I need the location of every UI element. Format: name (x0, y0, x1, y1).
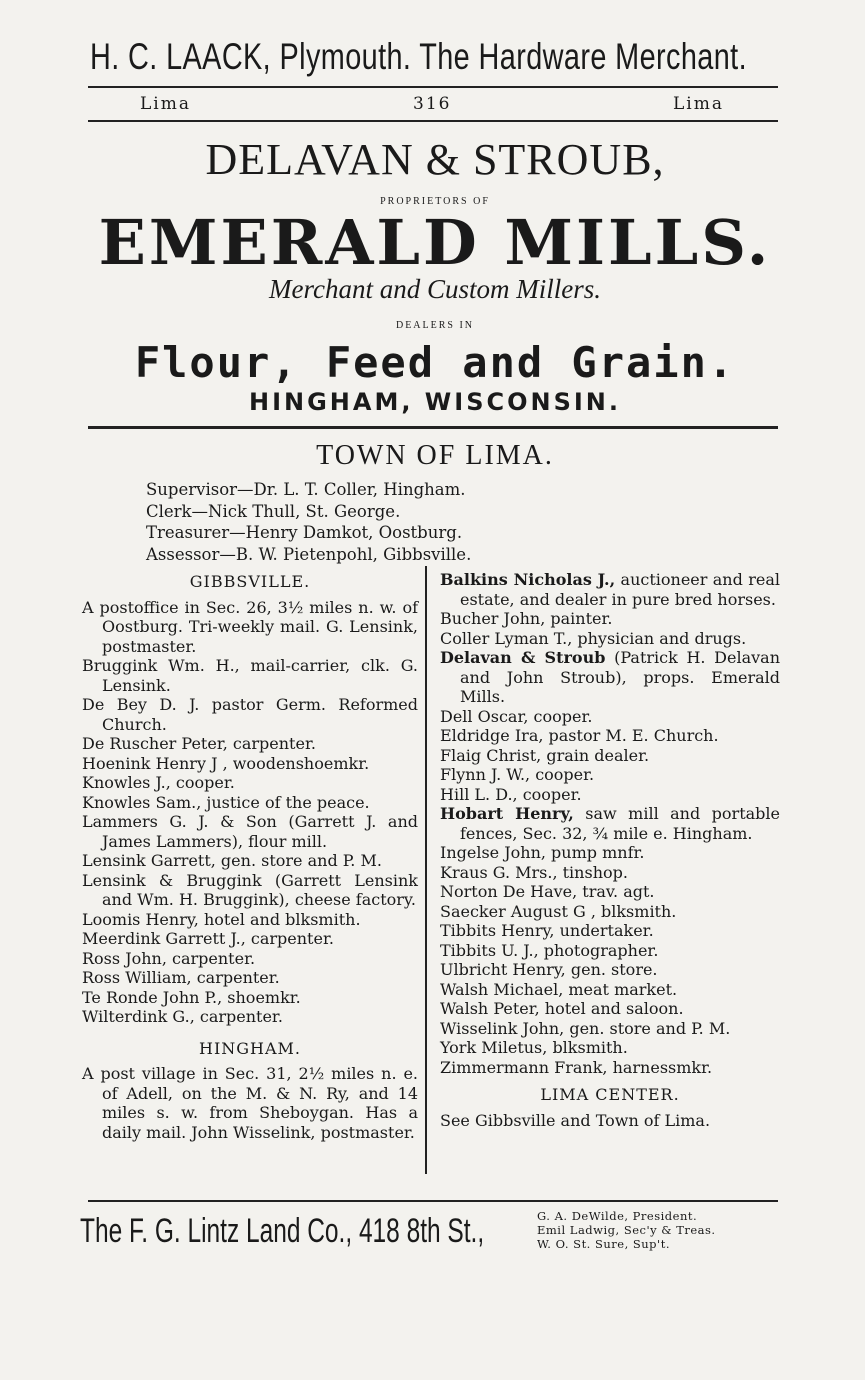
entry-name: Hobart Henry, (440, 804, 574, 823)
footer-officers (537, 1209, 716, 1251)
entry-name: Balkins Nicholas J., (440, 570, 616, 589)
list-item: Saecker August G , blksmith. (440, 901, 677, 921)
running-head-right: Lima (673, 94, 724, 114)
lima-center-text: See Gibbsville and Town of Lima. (440, 1110, 711, 1130)
list-item (440, 570, 780, 609)
ad-dealers-in: DEALERS IN (395, 320, 475, 331)
list-item: Norton De Have, trav. agt. (440, 882, 655, 901)
entry-detail: (Patrick H. Delavan and John Stroub), props. Emerald Mills. (460, 648, 781, 706)
list-item: Walsh Michael, meat market. (440, 979, 678, 999)
entry-name: Delavan & Stroub (440, 648, 606, 667)
list-item: Wilterdink G., carpenter. (82, 1007, 283, 1026)
ad-tagline: Merchant and Custom Millers. (269, 274, 601, 304)
list-item: Zimmermann Frank, harnessmkr. (440, 1057, 713, 1077)
list-item: Bucher John, painter. (440, 609, 613, 628)
footer-officer-line: Emil Ladwig, Sec'y & Treas. (537, 1223, 716, 1237)
top-rule (88, 86, 778, 88)
list-item: Tibbits Henry, undertaker. (440, 921, 654, 940)
official-clerk: Clerk—Nick Thull, St. George. (146, 501, 401, 521)
footer-officer-line: W. O. St. Sure, Sup't. (537, 1237, 670, 1251)
list-item: Lammers G. J. & Son (Garrett J. and James Lammers), flour mill. (82, 812, 418, 851)
list-item: Hoenink Henry J , woodenshoemkr. (82, 753, 370, 773)
list-item: Dell Oscar, cooper. (440, 706, 593, 726)
list-item: Knowles J., cooper. (82, 773, 235, 792)
gibbsville-intro: A postoffice in Sec. 26, 3½ miles n. w. of Oostburg. Tri-weekly mail. G. Lensink, postmaster. (82, 597, 418, 656)
footer-officer-line: G. A. DeWilde, President. (537, 1209, 698, 1223)
section-title: TOWN OF LIMA. (316, 440, 554, 471)
gibbsville-heading: GIBBSVILLE. (189, 572, 311, 591)
list-item: Coller Lyman T., physician and drugs. (440, 628, 747, 648)
list-item: Ulbricht Henry, gen. store. (440, 960, 658, 979)
lima-center-heading: LIMA CENTER. (540, 1085, 680, 1104)
list-item: Kraus G. Mrs., tinshop. (440, 862, 628, 882)
ad-products: Flour, Feed and Grain. (134, 338, 736, 387)
top-banner: H. C. LAACK, Plymouth. The Hardware Merchant. (90, 36, 748, 77)
column-divider (425, 566, 427, 1174)
footer-advertiser: The F. G. Lintz Land Co., 418 8th St., (80, 1212, 485, 1250)
page-number: 316 (413, 94, 452, 114)
list-item: Flynn J. W., cooper. (440, 765, 595, 784)
list-item: Eldridge Ira, pastor M. E. Church. (440, 726, 719, 745)
left-column (82, 570, 418, 1142)
entry-detail: auctioneer and real estate, and dealer in pure bred horses. (460, 570, 780, 609)
right-column (440, 570, 780, 1130)
list-item: Meerdink Garrett J., carpenter. (82, 929, 334, 948)
ad-mill-name: EMERALD MILLS. (98, 206, 772, 279)
list-item: Walsh Peter, hotel and saloon. (440, 999, 684, 1018)
list-item: Ross William, carpenter. (82, 968, 280, 987)
ad-proprietors-of: PROPRIETORS OF (380, 196, 490, 207)
list-item: Te Ronde John P., shoemkr. (82, 987, 301, 1007)
officials-list (146, 479, 471, 565)
list-item: Lensink & Bruggink (Garrett Lensink and Wm. H. Bruggink), cheese factory. (82, 870, 418, 909)
ad-location: HINGHAM, WISCONSIN. (248, 388, 622, 416)
ad-bottom-rule (88, 426, 778, 429)
list-item: Wisselink John, gen. store and P. M. (440, 1018, 731, 1038)
list-item: Bruggink Wm. H., mail-carrier, clk. G. Lensink. (82, 656, 418, 695)
list-item: De Bey D. J. pastor Germ. Reformed Church. (82, 695, 418, 734)
list-item: De Ruscher Peter, carpenter. (82, 734, 316, 753)
entry-detail: saw mill and portable fences, Sec. 32, ¾ mile e. Hingham. (460, 804, 781, 843)
official-treasurer: Treasurer—Henry Damkot, Oostburg. (146, 523, 463, 542)
list-item: Ingelse John, pump mnfr. (440, 843, 645, 862)
list-item: Knowles Sam., justice of the peace. (82, 792, 370, 812)
ad-firm-name: DELAVAN & STROUB, (205, 135, 665, 184)
running-head-left: Lima (140, 94, 191, 114)
list-item: Loomis Henry, hotel and blksmith. (82, 909, 361, 929)
hingham-intro: A post village in Sec. 31, 2½ miles n. e. of Adell, on the M. & N. Ry, and 14 miles s. w. from Sheboygan. Has a daily mail. John Wisselink, postmaster. (82, 1064, 418, 1142)
list-item: Tibbits U. J., photographer. (440, 940, 659, 960)
list-item: Ross John, carpenter. (82, 948, 256, 968)
list-item: Lensink Garrett, gen. store and P. M. (82, 851, 382, 870)
list-item (440, 648, 780, 707)
list-item: Flaig Christ, grain dealer. (440, 745, 650, 765)
list-item (440, 804, 780, 843)
footer-rule (88, 1200, 778, 1202)
official-assessor: Assessor—B. W. Pietenpohl, Gibbsville. (146, 544, 472, 564)
hingham-heading: HINGHAM. (198, 1038, 302, 1058)
running-head-rule (88, 120, 778, 122)
list-item: Hill L. D., cooper. (440, 784, 582, 804)
list-item: York Miletus, blksmith. (440, 1038, 628, 1057)
official-supervisor: Supervisor—Dr. L. T. Coller, Hingham. (146, 480, 466, 499)
